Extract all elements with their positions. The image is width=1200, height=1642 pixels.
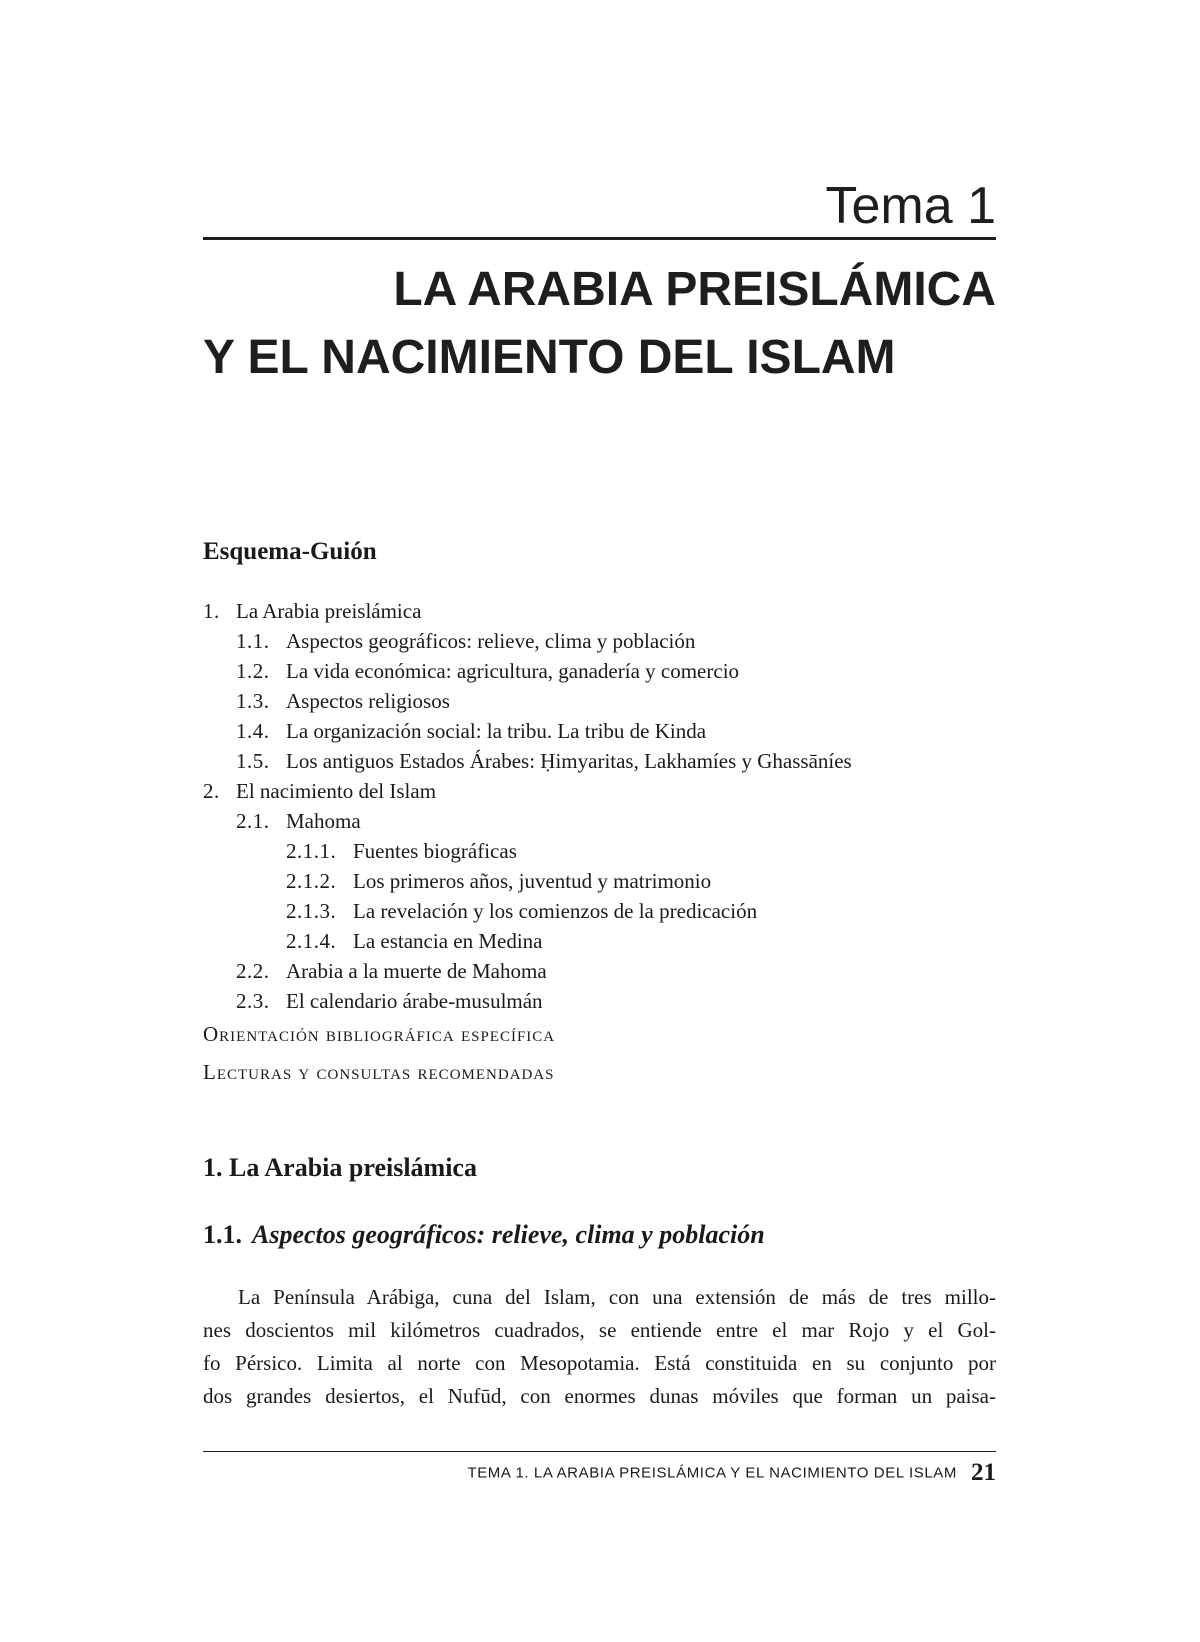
outline-list: [203, 596, 1003, 1016]
outline-item: [203, 806, 1003, 836]
outline-item-text: La vida económica: agricultura, ganadería y comercio: [286, 659, 740, 683]
chapter-title: [203, 256, 996, 392]
outline-item-text: Mahoma: [286, 809, 361, 833]
paragraph-line: nes doscientos mil kilómetros cuadrados, se entiende entre el mar Rojo y el Gol-: [203, 1318, 996, 1342]
outline-item: [203, 656, 1003, 686]
outline-item-number: 2.1.2.: [286, 869, 337, 893]
outline-item-text: La Arabia preislámica: [236, 599, 422, 623]
outline-item: [203, 686, 1003, 716]
outline-item-number: 2.2.: [236, 959, 270, 983]
outline-item-number: 1.3.: [236, 689, 270, 713]
paragraph-line: La Península Arábiga, cuna del Islam, con una extensión de más de tres millo-: [238, 1285, 996, 1309]
outline-item: [203, 866, 1003, 896]
outline-item-number: 2.: [203, 779, 220, 803]
outline-item-number: 2.1.1.: [286, 839, 337, 863]
outline-item-text: Los antiguos Estados Árabes: Ḥimyaritas, Lakhamíes y Ghassāníes: [286, 749, 852, 773]
paragraph-line: fo Pérsico. Limita al norte con Mesopotamia. Está constituida en su conjunto por: [203, 1351, 996, 1375]
bibliography-heading: Orientación bibliográfica específica: [203, 1022, 556, 1046]
subsection-heading: [203, 1218, 765, 1252]
readings-heading: Lecturas y consultas recomendadas: [203, 1060, 555, 1084]
subsection-title: Aspectos geográficos: relieve, clima y población: [252, 1220, 765, 1249]
outline-item-text: La organización social: la tribu. La tribu de Kinda: [286, 719, 707, 743]
outline-item-text: Aspectos religiosos: [286, 689, 450, 713]
outline-item-text: Aspectos geográficos: relieve, clima y población: [286, 629, 696, 653]
outline-item: [203, 626, 1003, 656]
outline-item-number: 1.4.: [236, 719, 270, 743]
page-number: 21: [971, 1459, 996, 1487]
outline-item: [203, 776, 1003, 806]
outline-item-text: El calendario árabe-musulmán: [286, 989, 543, 1013]
outline-item: [203, 746, 1003, 776]
title-rule: [203, 237, 996, 240]
outline-item-number: 1.: [203, 599, 220, 623]
outline-item-number: 2.3.: [236, 989, 270, 1013]
outline-item: [203, 896, 1003, 926]
page-footer: [467, 1456, 996, 1490]
outline-item-number: 1.1.: [236, 629, 270, 653]
chapter-title-line-1: LA ARABIA PREISLÁMICA: [393, 263, 996, 316]
running-head: TEMA 1. LA ARABIA PREISLÁMICA Y EL NACIMIENTO DEL ISLAM: [467, 1464, 957, 1482]
outline-item-number: 1.2.: [236, 659, 270, 683]
section-heading: 1. La Arabia preislámica: [203, 1153, 477, 1182]
outline-item-text: Los primeros años, juventud y matrimonio: [353, 869, 712, 893]
outline-item-text: Fuentes biográficas: [353, 839, 517, 863]
outline-item-text: La estancia en Medina: [353, 929, 543, 953]
outline-item: [203, 596, 1003, 626]
outline-item-number: 2.1.: [236, 809, 270, 833]
subsection-number: 1.1.: [203, 1220, 242, 1249]
outline-item: [203, 926, 1003, 956]
outline-item-number: 2.1.3.: [286, 899, 337, 923]
chapter-title-line-2: Y EL NACIMIENTO DEL ISLAM: [203, 331, 896, 384]
outline-heading: Esquema-Guión: [203, 538, 377, 565]
body-paragraph: [203, 1281, 996, 1413]
footer-rule: [203, 1451, 996, 1452]
outline-item-text: El nacimiento del Islam: [236, 779, 437, 803]
outline-item: [203, 716, 1003, 746]
outline-item: [203, 956, 1003, 986]
outline-item-number: 1.5.: [236, 749, 270, 773]
chapter-label: Tema 1: [825, 177, 996, 235]
paragraph-line: dos grandes desiertos, el Nufūd, con enormes dunas móviles que forman un paisa-: [203, 1384, 996, 1408]
outline-item-text: La revelación y los comienzos de la predicación: [353, 899, 758, 923]
outline-item: [203, 986, 1003, 1016]
outline-item: [203, 836, 1003, 866]
outline-item-number: 2.1.4.: [286, 929, 337, 953]
outline-item-text: Arabia a la muerte de Mahoma: [286, 959, 547, 983]
